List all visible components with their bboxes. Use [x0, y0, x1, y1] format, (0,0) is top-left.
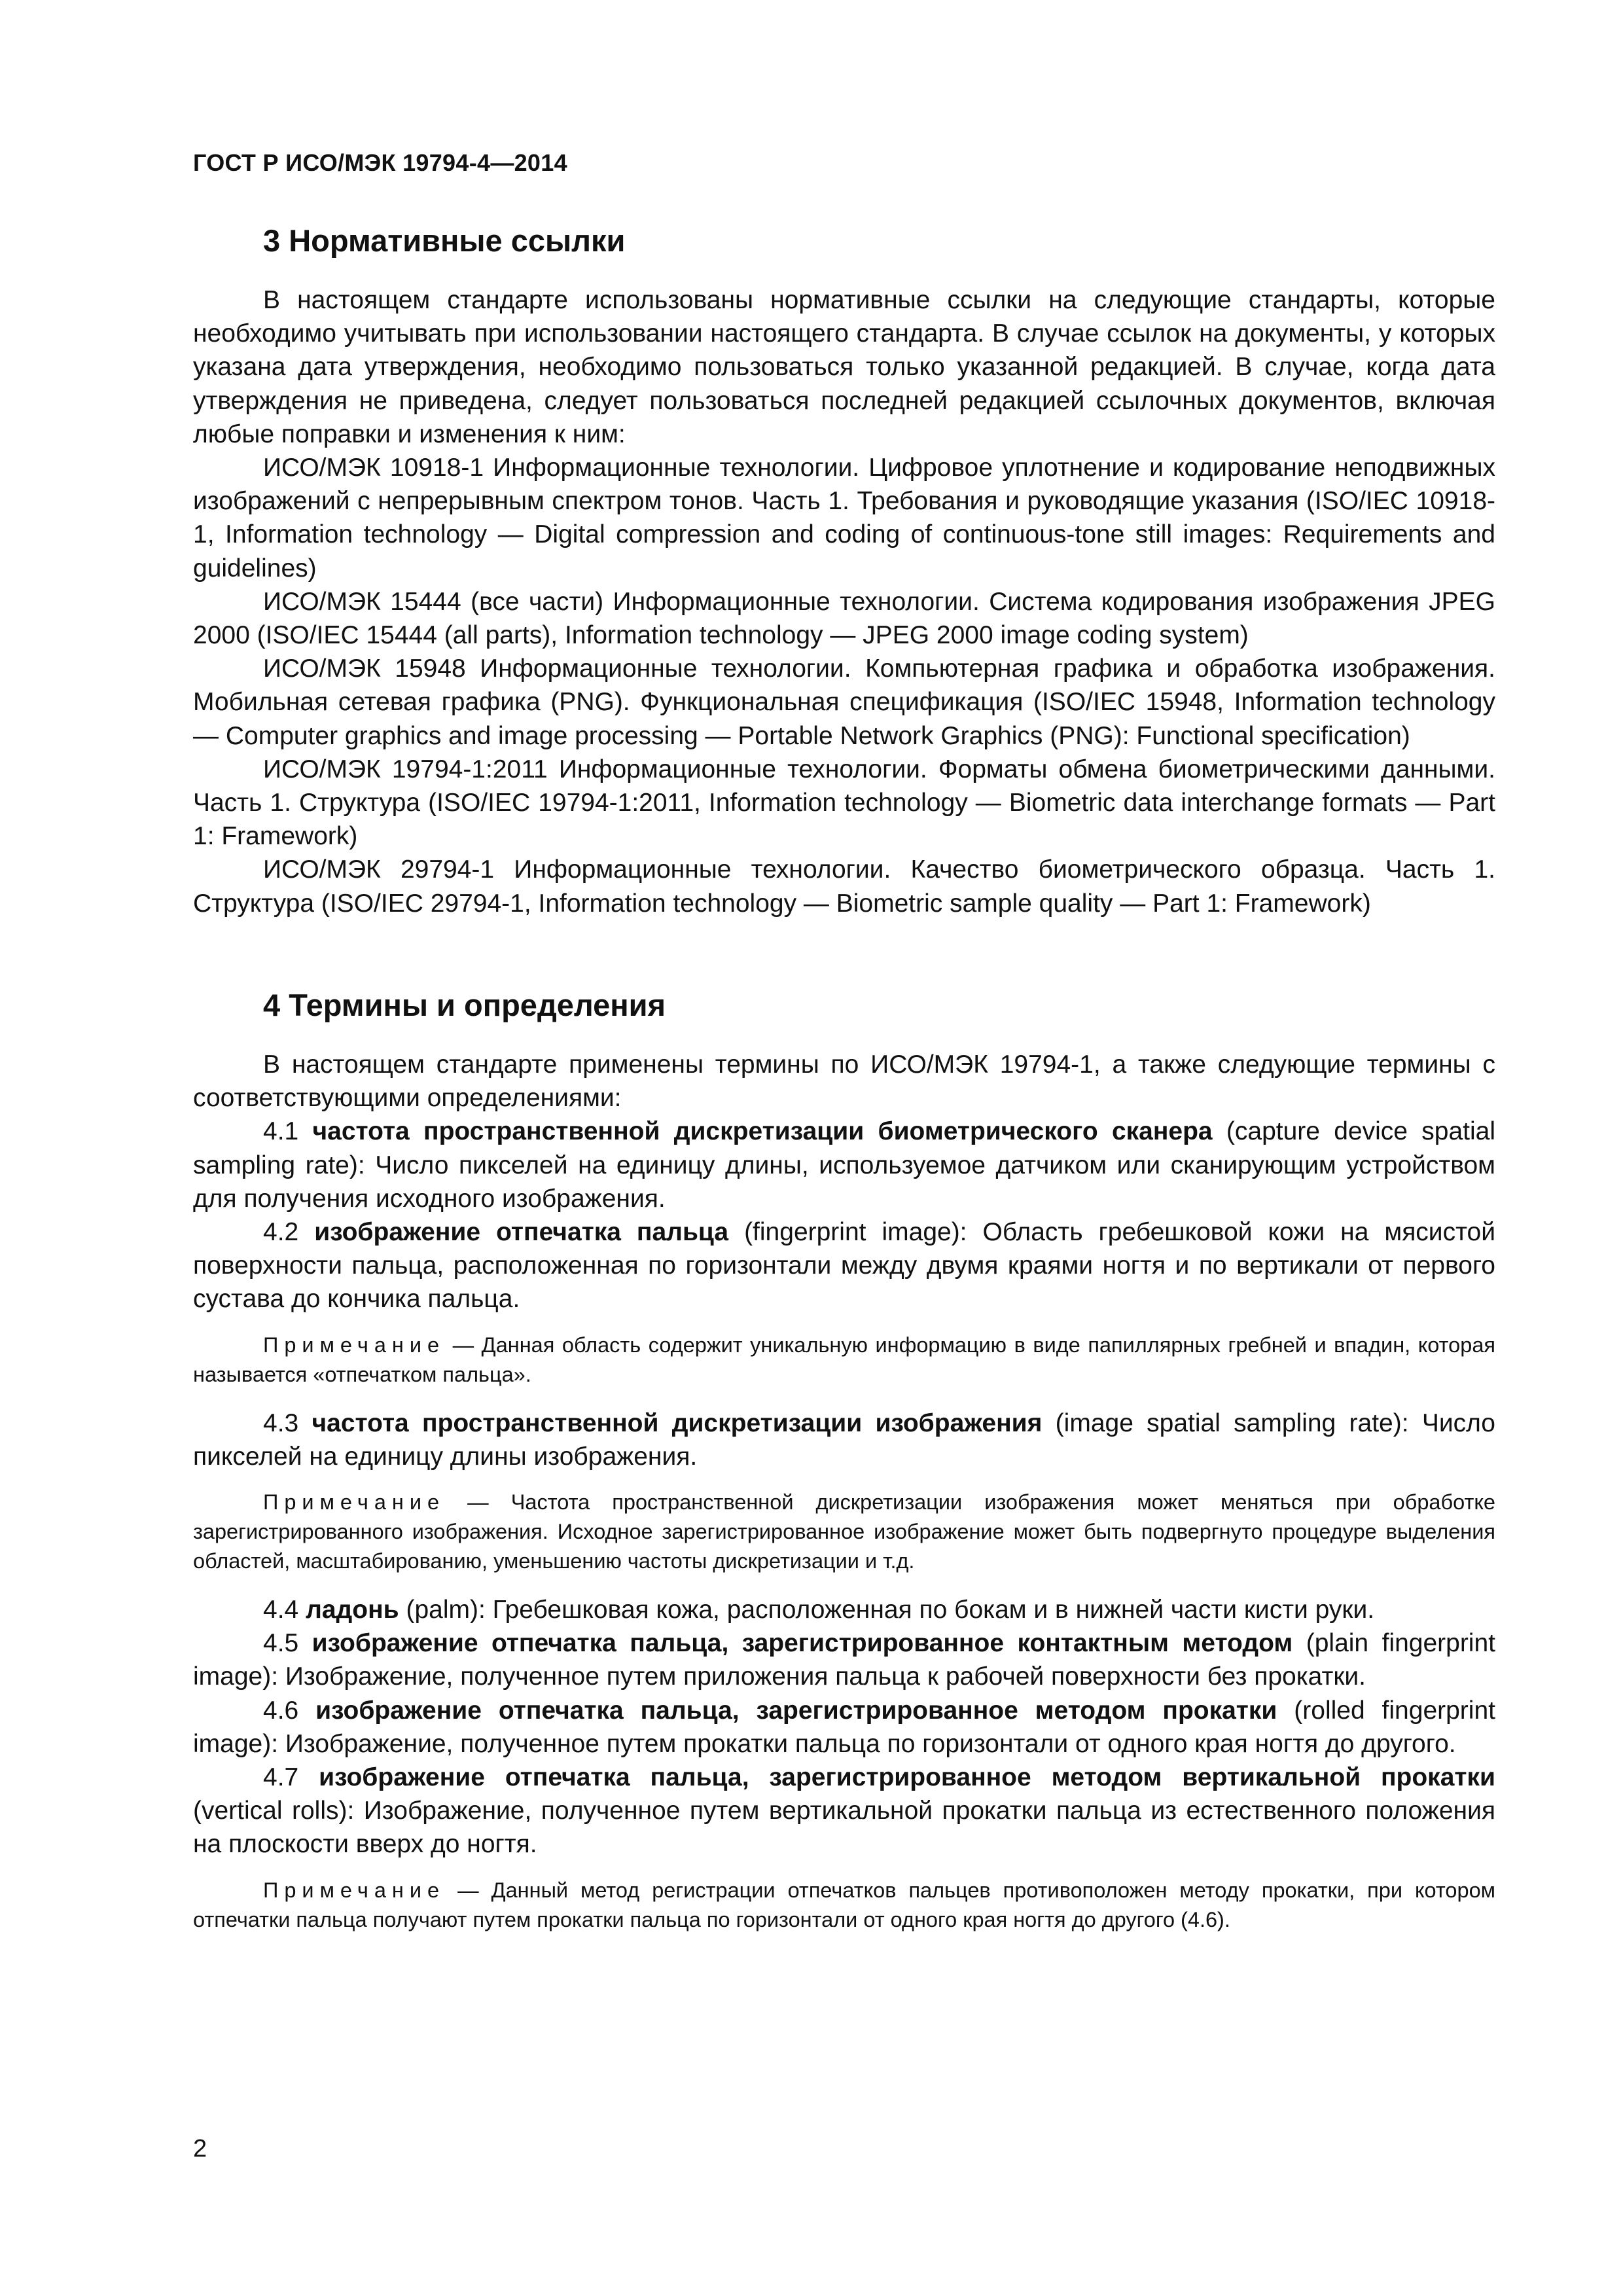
term-definition — [193, 1593, 1495, 1626]
note-label: Примечание — [263, 1490, 446, 1515]
term-name: частота пространственной дискретизации изображения — [312, 1408, 1043, 1437]
note-label: Примечание — [263, 1333, 446, 1357]
page-number: 2 — [193, 2135, 207, 2162]
term-name: изображение отпечатка пальца, зарегистрированное методом вертикальной прокатки — [319, 1763, 1495, 1792]
section-title: 4 Термины и определения — [263, 988, 666, 1022]
term-text: (image spatial sampling rate): Число пикселей на единицу длины изображения. — [193, 1408, 1495, 1471]
term-text: (capture device spatial sampling rate): Число пикселей на единицу длины, используемое датчиком или сканирующим устройством для получения исходного изображения. — [193, 1117, 1495, 1213]
paragraph-intro: В настоящем стандарте применены термины по ИСО/МЭК 19794-1, а также следующие термины с соответствующими определениями: — [193, 1050, 1495, 1113]
note — [193, 1488, 1495, 1576]
reference-item: ИСО/МЭК 19794-1:2011 Информационные технологии. Форматы обмена биометрическими данными. Часть 1. Структура (ISO/IEC 19794-1:2011, Information technology — Biometric data interchange formats — Part 1: Framework) — [193, 755, 1495, 851]
term-name: изображение отпечатка пальца, зарегистрированное контактным методом — [312, 1629, 1293, 1658]
term-number: 4.2 — [263, 1218, 315, 1247]
term-text: (plain fingerprint image): Изображение, полученное путем приложения пальца к рабочей поверхности без прокатки. — [193, 1629, 1495, 1691]
document-header: ГОСТ Р ИСО/МЭК 19794-4—2014 — [193, 149, 567, 176]
term-definition — [193, 1761, 1495, 1861]
term-text: (vertical rolls): Изображение, полученное путем вертикальной прокатки пальца из естественного положения на плоскости вверх до ногтя. — [193, 1797, 1495, 1859]
paragraph-intro: В настоящем стандарте использованы нормативные ссылки на следующие стандарты, которые необходимо учитывать при использовании настоящего стандарта. В случае ссылок на документы, у которых указана дата утверждения, необходимо пользоваться только указанной редакцией. В случае, когда дата утверждения не приведена, следует пользоваться последней редакцией ссылочных документов, включая любые поправки и изменения к ним: — [193, 286, 1495, 448]
term-name: частота пространственной дискретизации биометрического сканера — [312, 1117, 1213, 1146]
note-label: Примечание — [263, 1878, 446, 1902]
term-name: изображение отпечатка пальца — [314, 1218, 729, 1247]
term-definition — [193, 1694, 1495, 1761]
term-number: 4.3 — [263, 1408, 312, 1437]
term-number: 4.4 — [263, 1596, 306, 1624]
section-terms-definitions — [193, 987, 1495, 1952]
term-text: (palm): Гребешковая кожа, расположенная по бокам и в нижней части кисти руки. — [399, 1596, 1375, 1624]
reference-item: ИСО/МЭК 15948 Информационные технологии. Компьютерная графика и обработка изображения. Мобильная сетевая графика (PNG). Функциональная спецификация (ISO/IEC 15948, Information technology — Computer graphics and image processing — Portable Network Graphics (PNG): Functional specification) — [193, 655, 1495, 750]
note-text: — Частота пространственной дискретизации изображения может меняться при обработке зарегистрированного изображения. Исходное зарегистрированное изображение может быть подвергнуто процедуре выделения областей, масштабированию, уменьшению частоты дискретизации и т.д. — [193, 1490, 1495, 1573]
reference-item: ИСО/МЭК 10918-1 Информационные технологии. Цифровое уплотнение и кодирование неподвижных изображений с непрерывным спектром тонов. Часть 1. Требования и руководящие указания (ISO/IEC 10918-1, Information technology — Digital compression and coding of continuous-tone still images: Requirements and guidelines) — [193, 454, 1495, 583]
term-definition — [193, 1407, 1495, 1473]
term-definition — [193, 1626, 1495, 1693]
reference-item: ИСО/МЭК 29794-1 Информационные технологии. Качество биометрического образца. Часть 1. Структура (ISO/IEC 29794-1, Information technology — Biometric sample quality — Part 1: Framework) — [193, 855, 1495, 918]
term-text: (fingerprint image): Область гребешковой кожи на мясистой поверхности пальца, расположенная по горизонтали между двумя краями ногтя и по вертикали от первого сустава до кончика пальца. — [193, 1218, 1495, 1314]
term-number: 4.6 — [263, 1696, 316, 1725]
term-name: изображение отпечатка пальца, зарегистрированное методом прокатки — [315, 1696, 1277, 1725]
term-definition — [193, 1215, 1495, 1316]
term-number: 4.7 — [263, 1763, 319, 1792]
note-text: — Данный метод регистрации отпечатков пальцев противоположен методу прокатки, при котором отпечатки пальца получают путем прокатки пальца по горизонтали от одного края ногтя до другого (4.6). — [193, 1878, 1495, 1931]
term-text: (rolled fingerprint image): Изображение, полученное путем прокатки пальца по горизонтали от одного края ногтя до другого. — [193, 1696, 1495, 1758]
section-normative-references — [193, 223, 1495, 920]
note-text: — Данная область содержит уникальную информацию в виде папиллярных гребней и впадин, которая называется «отпечатком пальца». — [193, 1333, 1495, 1386]
term-definition — [193, 1115, 1495, 1215]
term-name: ладонь — [306, 1596, 399, 1624]
reference-item: ИСО/МЭК 15444 (все части) Информационные технологии. Система кодирования изображения JPEG 2000 (ISO/IEC 15444 (all parts), Information technology — JPEG 2000 image coding system) — [193, 587, 1495, 650]
note — [193, 1876, 1495, 1935]
term-number: 4.5 — [263, 1629, 312, 1658]
term-number: 4.1 — [263, 1117, 313, 1146]
note — [193, 1331, 1495, 1390]
section-title: 3 Нормативные ссылки — [263, 223, 626, 258]
